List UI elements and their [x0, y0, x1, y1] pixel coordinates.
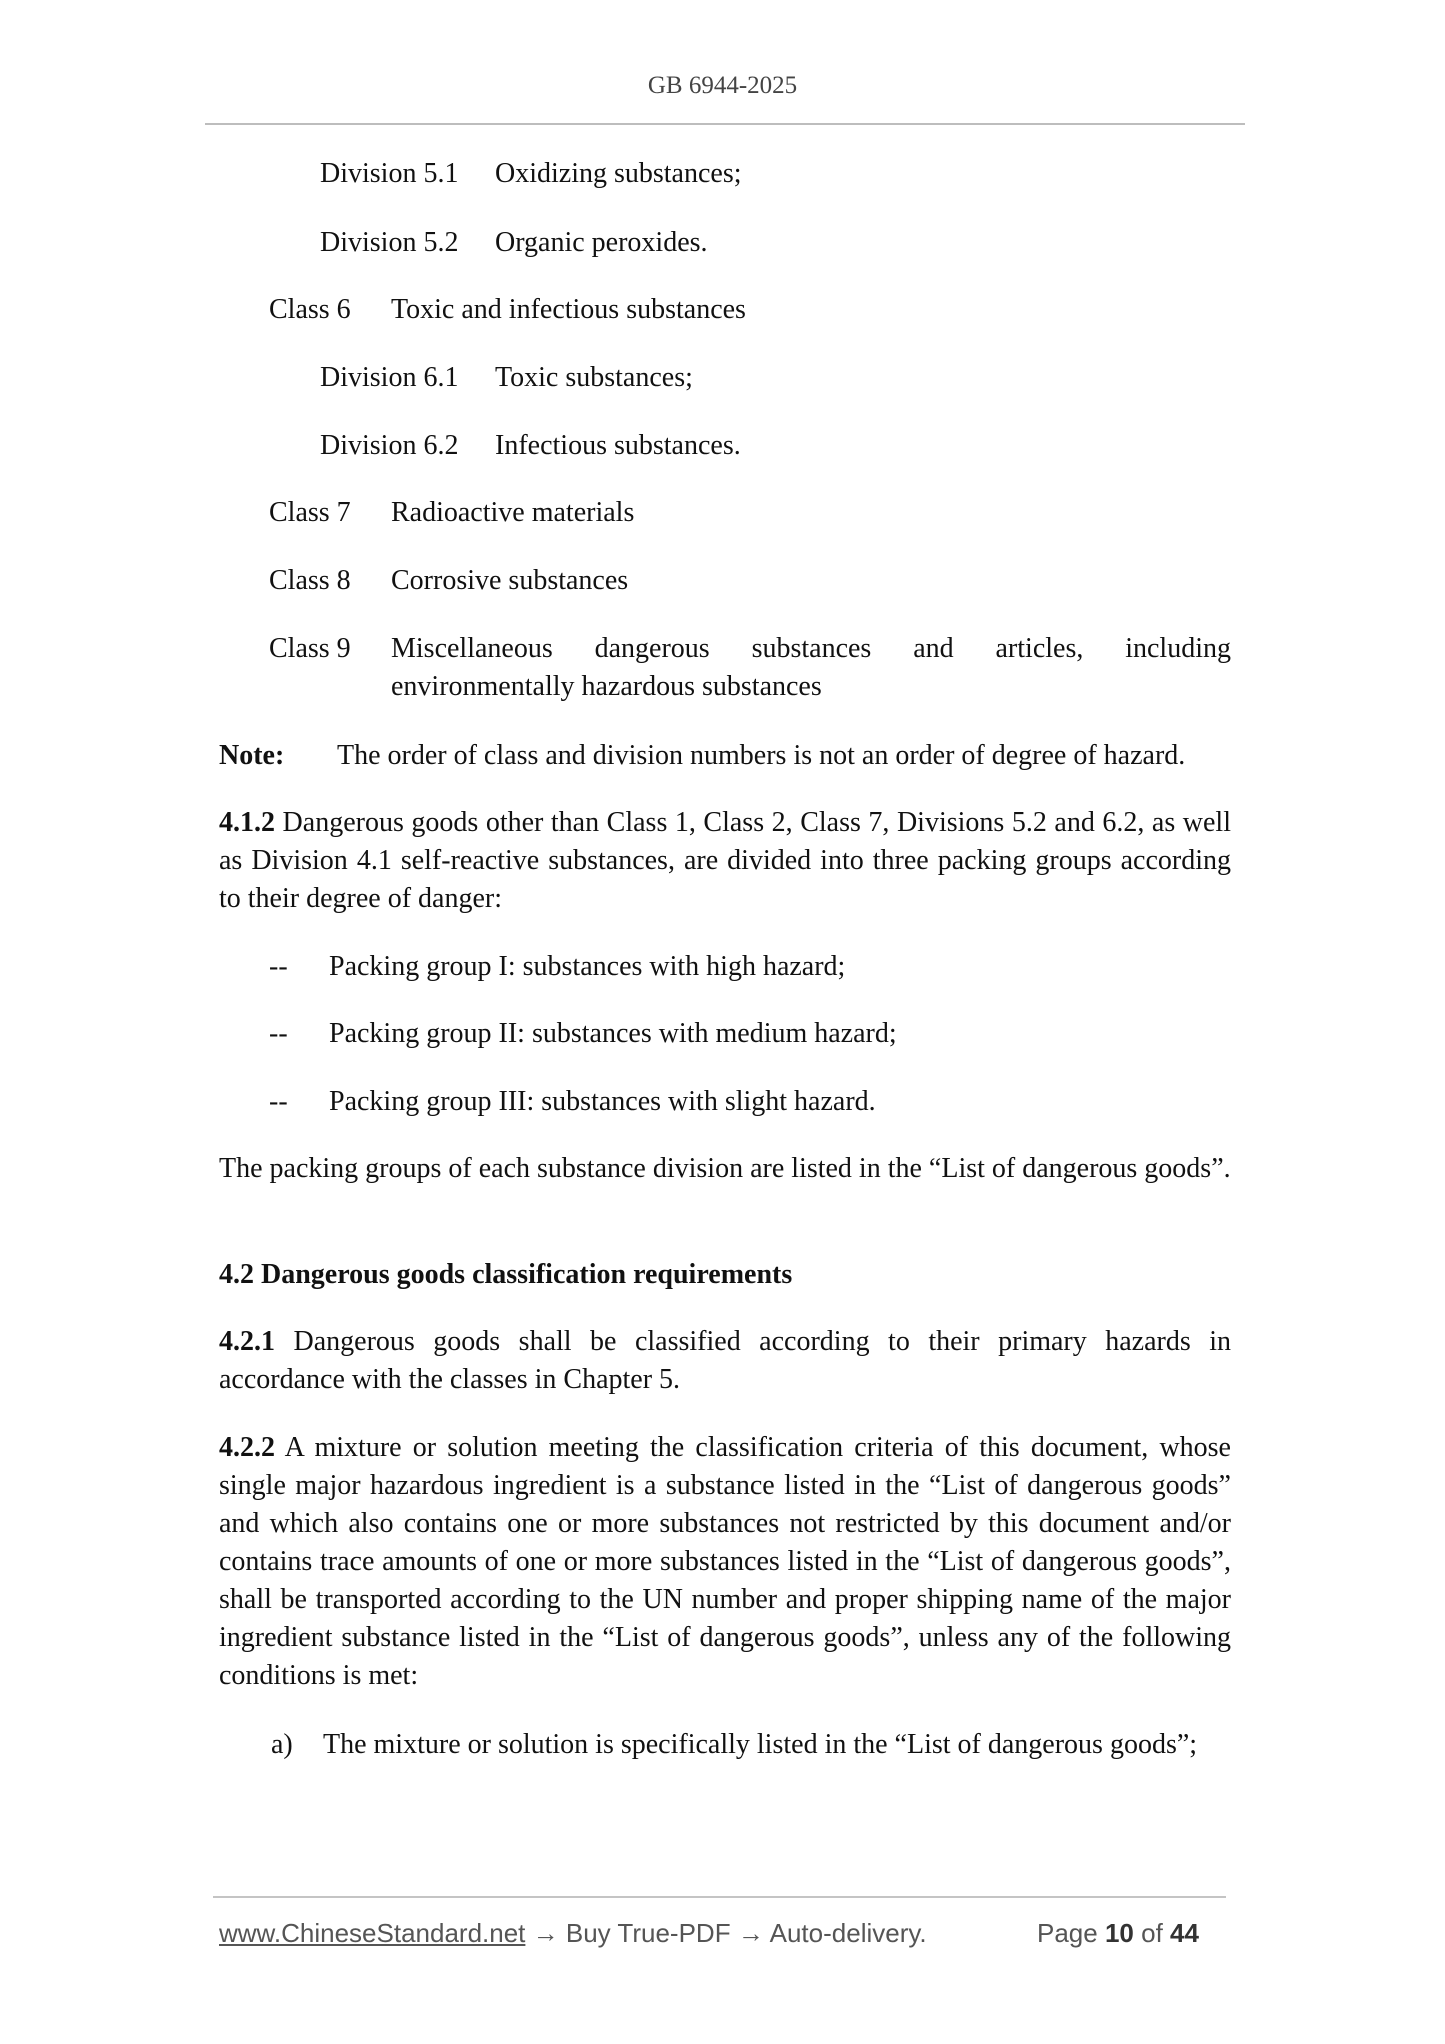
division-label: Division 6.2: [320, 430, 459, 461]
class-label: Class 9: [269, 633, 351, 664]
list-item-text: Packing group III: substances with slight hazard.: [329, 1086, 876, 1117]
page-indicator: [1037, 1918, 1199, 1949]
document-header-title: GB 6944-2025: [647, 72, 798, 99]
section-heading-4-2: [219, 1256, 792, 1294]
list-item-text: Packing group II: substances with medium hazard;: [329, 1018, 897, 1049]
page-label: Page: [1037, 1918, 1098, 1948]
clause-4-1-2: [219, 804, 1231, 918]
footer-divider: [213, 1896, 1226, 1898]
clause-4-2-1: [219, 1323, 1231, 1399]
class-label: Class 6: [269, 294, 351, 325]
list-dash: --: [269, 1086, 288, 1117]
buy-text: Buy True-PDF: [565, 1918, 731, 1948]
class-text: Radioactive materials: [391, 497, 635, 528]
list-dash: --: [269, 951, 288, 982]
class-label: Class 7: [269, 497, 351, 528]
division-text: Infectious substances.: [495, 430, 741, 461]
class-text: Toxic and infectious substances: [391, 294, 746, 325]
packing-groups-note: The packing groups of each substance division are listed in the “List of dangerous goods”.: [219, 1153, 1231, 1184]
division-label: Division 5.1: [320, 158, 459, 189]
website-link[interactable]: www.ChineseStandard.net: [219, 1918, 526, 1948]
current-page: 10: [1104, 1918, 1134, 1948]
arrow-icon: →: [532, 1918, 559, 1948]
section-heading-text: 4.2 Dangerous goods classification requirements: [219, 1259, 793, 1290]
division-label: Division 6.1: [320, 362, 459, 393]
total-pages: 44: [1170, 1918, 1199, 1948]
note-text: The order of class and division numbers is not an order of degree of hazard.: [337, 740, 1186, 771]
clause-number: 4.2.1: [219, 1326, 275, 1357]
class-9-text-line1: Miscellaneous dangerous substances and articles, including: [391, 633, 1231, 664]
division-text: Oxidizing substances;: [495, 158, 742, 189]
list-item-text: Packing group I: substances with high hazard;: [329, 951, 846, 982]
list-marker: a): [271, 1729, 293, 1760]
of-label: of: [1141, 1918, 1163, 1948]
list-dash: --: [269, 1018, 288, 1049]
list-item-text: The mixture or solution is specifically listed in the “List of dangerous goods”;: [323, 1729, 1198, 1760]
clause-text: A mixture or solution meeting the classification criteria of this document, whose single major hazardous ingredient is a substance listed in the “List of dangerous goods” and which also contains one or more substances not restricted by this document and/or contains trace amounts of one or more substances listed in the “List of dangerous goods”, shall be transported according to the UN number and proper shipping name of the major ingredient substance listed in the “List of dangerous goods”, unless any of the following conditions is met:: [219, 1432, 1231, 1691]
clause-text: Dangerous goods shall be classified according to their primary hazards in accordance with the classes in Chapter 5.: [219, 1326, 1232, 1395]
class-text: Corrosive substances: [391, 565, 629, 596]
note-label: Note:: [219, 740, 285, 771]
clause-number: 4.2.2: [219, 1432, 275, 1463]
division-text: Organic peroxides.: [495, 227, 708, 258]
division-text: Toxic substances;: [495, 362, 693, 393]
footer-promo: [219, 1918, 927, 1949]
arrow-icon: →: [737, 1918, 764, 1948]
clause-number: 4.1.2: [219, 807, 275, 838]
clause-4-2-2: [219, 1429, 1231, 1695]
division-label: Division 5.2: [320, 227, 459, 258]
class-9-text-line2: environmentally hazardous substances: [391, 671, 822, 702]
class-label: Class 8: [269, 565, 351, 596]
header-divider: [205, 123, 1245, 125]
delivery-text: Auto-delivery.: [769, 1918, 927, 1948]
clause-text: Dangerous goods other than Class 1, Class 2, Class 7, Divisions 5.2 and 6.2, as well as Division 4.1 self-reactive substances, are divided into three packing groups according to their degree of danger:: [219, 807, 1231, 914]
